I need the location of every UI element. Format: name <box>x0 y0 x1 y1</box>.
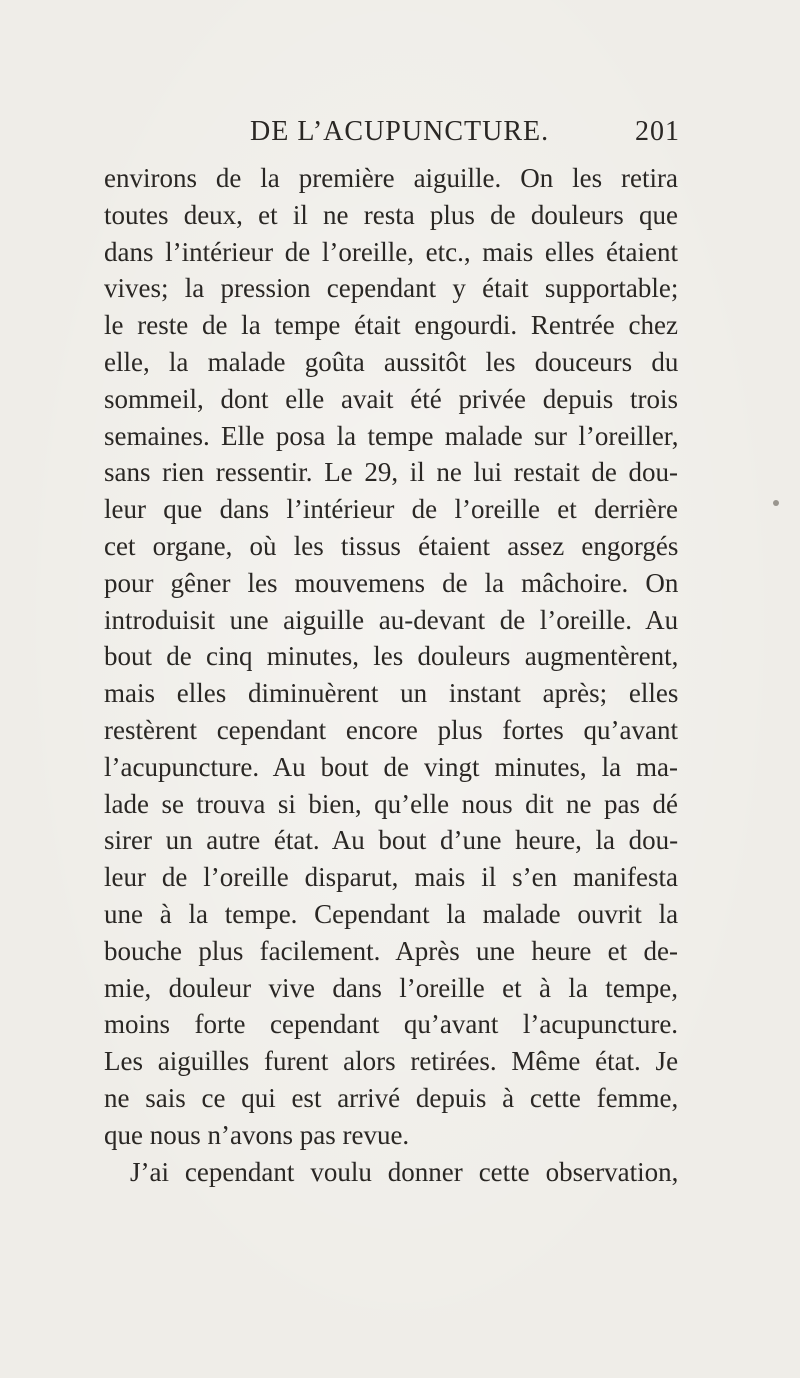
text-line: restèrent cependant encore plus fortes qu’avant <box>104 714 679 745</box>
text-line: leur que dans l’intérieur de l’oreille et derrière <box>104 494 679 525</box>
body-text <box>104 160 678 1190</box>
text-line: moins forte cependant qu’avant l’acupuncture. <box>104 1009 679 1040</box>
text-line: l’acupuncture. Au bout de vingt minutes, la ma- <box>104 751 678 782</box>
text-line: bout de cinq minutes, les douleurs augmentèrent, <box>104 641 679 672</box>
text-line: sans rien ressentir. Le 29, il ne lui restait de dou- <box>104 457 678 488</box>
text-line: elle, la malade goûta aussitôt les douceurs du <box>104 346 679 377</box>
running-title: DE L’ACUPUNCTURE. <box>250 116 550 147</box>
text-line: sirer un autre état. Au bout d’une heure, la dou- <box>104 825 679 856</box>
text-line: lade se trouva si bien, qu’elle nous dit ne pas dé <box>104 788 678 819</box>
text-line: environs de la première aiguille. On les retira <box>104 163 678 193</box>
text-line: une à la tempe. Cependant la malade ouvrit la <box>104 898 679 929</box>
page-header <box>250 116 680 156</box>
text-line: sommeil, dont elle avait été privée depuis trois <box>104 383 678 414</box>
page-number: 201 <box>635 116 680 147</box>
text-line: dans l’intérieur de l’oreille, etc., mais elles étaient <box>104 236 678 267</box>
paragraph-start-line: J’ai cependant voulu donner cette observation, <box>130 1156 679 1187</box>
text-line: introduisit une aiguille au-devant de l’oreille. Au <box>104 604 679 635</box>
text-line: Les aiguilles furent alors retirées. Même état. Je <box>104 1046 679 1077</box>
text-line: toutes deux, et il ne resta plus de douleurs que <box>104 199 678 230</box>
text-line: vives; la pression cependant y était supportable; <box>104 273 679 304</box>
text-line: bouche plus facilement. Après une heure et de- <box>104 935 678 966</box>
text-line: leur de l’oreille disparut, mais il s’en manifesta <box>104 862 678 893</box>
text-line: semaines. Elle posa la tempe malade sur l’oreiller, <box>104 420 679 451</box>
text-line: que nous n’avons pas revue. <box>104 1119 410 1150</box>
text-line: pour gêner les mouvemens de la mâchoire. On <box>104 567 679 598</box>
text-line: cet organe, où les tissus étaient assez engorgés <box>104 530 679 561</box>
text-line: le reste de la tempe était engourdi. Rentrée chez <box>104 310 678 341</box>
paper-speck <box>773 500 779 506</box>
text-line: ne sais ce qui est arrivé depuis à cette femme, <box>104 1082 679 1113</box>
text-line: mais elles diminuèrent un instant après; elles <box>104 678 679 709</box>
text-line: mie, douleur vive dans l’oreille et à la tempe, <box>104 972 678 1003</box>
